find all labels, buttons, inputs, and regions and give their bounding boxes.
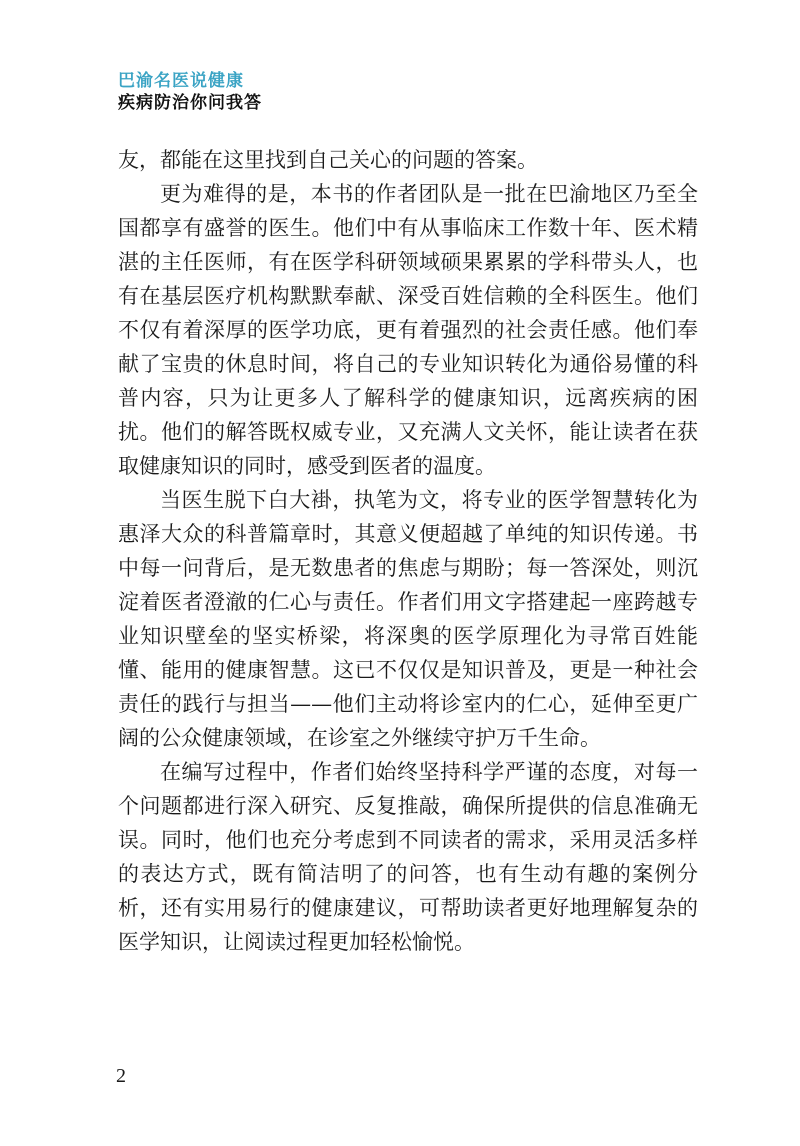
paragraph-continued: 友，都能在这里找到自己关心的问题的答案。: [118, 148, 538, 172]
series-title: 巴渝名医说健康: [118, 71, 244, 91]
running-header: [118, 70, 418, 114]
page-number: 2: [116, 1065, 126, 1087]
page-body: [118, 143, 698, 959]
paragraph: 在编写过程中，作者们始终坚持科学严谨的态度，对每一个问题都进行深入研究、反复推敲，确保所提供的信息准确无误。同时，他们也充分考虑到不同读者的需求，采用灵活多样的表达方式，既有简洁明了的问答，也有生动有趣的案例分析，还有实用易行的健康建议，可帮助读者更好地理解复杂的医学知识，让阅读过程更加轻松愉悦。: [118, 760, 698, 954]
paragraph: 当医生脱下白大褂，执笔为文，将专业的医学智慧转化为惠泽大众的科普篇章时，其意义便超越了单纯的知识传递。书中每一问背后，是无数患者的焦虑与期盼；每一答深处，则沉淀着医者澄澈的仁心与责任。作者们用文字搭建起一座跨越专业知识壁垒的坚实桥梁，将深奥的医学原理化为寻常百姓能懂、能用的健康智慧。这已不仅仅是知识普及，更是一种社会责任的践行与担当——他们主动将诊室内的仁心，延伸至更广阔的公众健康领域，在诊室之外继续守护万千生命。: [118, 488, 698, 750]
paragraph: 更为难得的是，本书的作者团队是一批在巴渝地区乃至全国都享有盛誉的医生。他们中有从事临床工作数十年、医术精湛的主任医师，有在医学科研领域硕果累累的学科带头人，也有在基层医疗机构默默奉献、深受百姓信赖的全科医生。他们不仅有着深厚的医学功底，更有着强烈的社会责任感。他们奉献了宝贵的休息时间，将自己的专业知识转化为通俗易懂的科普内容，只为让更多人了解科学的健康知识，远离疾病的困扰。他们的解答既权威专业，又充满人文关怀，能让读者在获取健康知识的同时，感受到医者的温度。: [118, 182, 698, 478]
book-subtitle: 疾病防治你问我答: [118, 93, 262, 113]
